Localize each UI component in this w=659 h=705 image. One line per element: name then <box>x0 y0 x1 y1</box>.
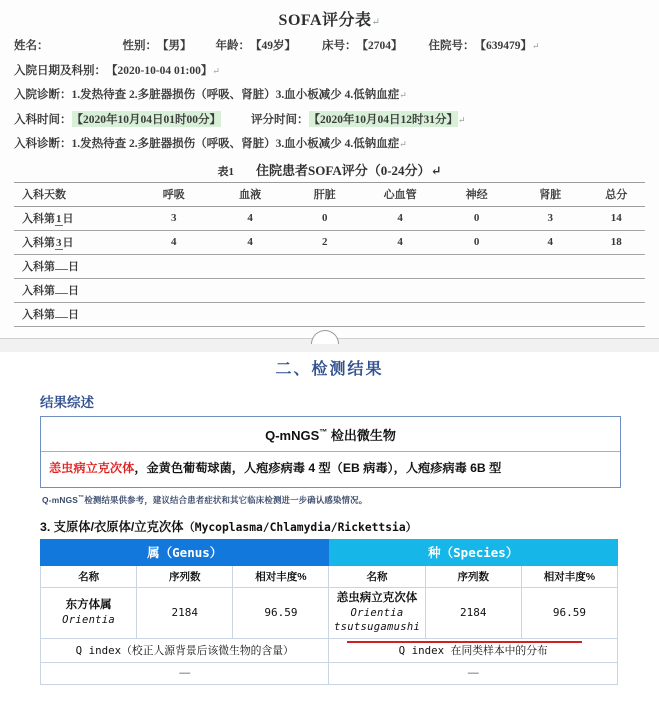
cell-kidney <box>513 302 588 326</box>
cell-respiration: 3 <box>136 206 211 230</box>
admission-diagnosis-label: 入院诊断： <box>14 89 72 101</box>
table-row <box>14 206 645 230</box>
q-index-left-value: — <box>41 662 329 684</box>
admission-date-value: 【2020-10-04 01:00】 <box>106 64 213 77</box>
genus-name-latin: Orientia <box>62 614 116 627</box>
pilcrow-mark: ↵ <box>371 17 381 28</box>
section-heading-overview: 结果综述 <box>40 395 94 410</box>
column-header-liver: 肝脏 <box>289 182 360 206</box>
result-box-header <box>41 417 620 452</box>
result-summary-box <box>40 416 621 488</box>
column-header-kidney: 肾脏 <box>513 182 588 206</box>
cell-cardiovascular <box>360 278 440 302</box>
section3-title-latin: （Mycoplasma/Chlamydia/Rickettsia） <box>183 520 417 534</box>
cell-liver: 0 <box>289 206 360 230</box>
gender-label: 性别： <box>122 40 157 52</box>
microorganism-table <box>40 539 618 685</box>
section3-title-cn: 3. 支原体/衣原体/立克次体 <box>40 519 184 534</box>
species-name-latin-genus: Orientia <box>350 607 404 620</box>
cell-neuro: 0 <box>440 230 513 254</box>
cell-blood <box>211 254 289 278</box>
sub-header-row <box>41 565 618 587</box>
test-result-page <box>0 352 659 705</box>
cell-total <box>587 254 645 278</box>
cell-blood <box>211 278 289 302</box>
species-group-header: 种（Species） <box>329 539 618 565</box>
sofa-score-page <box>0 0 659 345</box>
in-dept-time-value: 【2020年10月04日01时00分】 <box>72 111 222 127</box>
species-reads-value: 2184 <box>425 587 521 638</box>
cell-cardiovascular: 4 <box>360 230 440 254</box>
sofa-title-text: SOFA评分表 <box>278 12 372 29</box>
dept-diagnosis-row <box>14 135 645 151</box>
name-label: 姓名： <box>14 40 49 52</box>
day-prefix: 入科第 <box>22 261 55 273</box>
sofa-score-table <box>14 182 645 327</box>
sofa-table-caption <box>0 160 659 179</box>
admission-no-value: 【639479】 <box>474 40 532 52</box>
patient-meta-block <box>0 30 659 151</box>
cell-kidney <box>513 278 588 302</box>
dept-diagnosis-label: 入科诊断： <box>14 138 72 150</box>
page-title: 二、检测结果 <box>275 361 384 378</box>
bed-label: 床号： <box>322 40 357 52</box>
genus-name-header: 名称 <box>41 565 137 587</box>
day-prefix: 入科第 <box>22 285 55 297</box>
day-number <box>55 269 68 270</box>
table-caption-text: 住院患者SOFA评分（0-24分） <box>256 162 431 178</box>
admission-date-label: 入院日期及科别： <box>14 64 106 77</box>
column-header-respiration: 呼吸 <box>136 182 211 206</box>
day-suffix: 日 <box>68 261 79 273</box>
age-value: 【49岁】 <box>250 40 296 52</box>
pilcrow-mark: ↵ <box>532 41 540 51</box>
qmngs-label: Q-mNGS <box>265 428 320 443</box>
score-time-value: 【2020年10月04日12时31分】 <box>309 111 459 127</box>
cell-blood <box>211 302 289 326</box>
species-abundance-header: 相对丰度% <box>521 565 617 587</box>
cell-liver <box>289 254 360 278</box>
cell-kidney <box>513 254 588 278</box>
admission-diagnosis-row <box>14 86 645 102</box>
cell-kidney: 4 <box>513 230 588 254</box>
day-prefix: 入科第 <box>22 213 55 225</box>
table-row <box>14 230 645 254</box>
disclaimer-footnote <box>42 494 659 506</box>
cell-respiration: 4 <box>136 230 211 254</box>
cell-neuro <box>440 302 513 326</box>
gender-value: 【男】 <box>157 40 192 52</box>
genus-name-cell <box>41 587 137 638</box>
cell-cardiovascular: 4 <box>360 206 440 230</box>
admission-no-label: 住院号： <box>428 40 475 52</box>
cell-neuro: 0 <box>440 206 513 230</box>
day-prefix: 入科第 <box>22 237 55 249</box>
genus-abundance-header: 相对丰度% <box>233 565 329 587</box>
cell-total: 14 <box>587 206 645 230</box>
genus-reads-value: 2184 <box>137 587 233 638</box>
day-suffix: 日 <box>68 309 79 321</box>
column-header-total: 总分 <box>587 182 645 206</box>
cell-liver: 2 <box>289 230 360 254</box>
genus-abundance-value: 96.59 <box>233 587 329 638</box>
q-index-right-label: Q index 在同类样本中的分布 <box>329 638 618 662</box>
row-day-label <box>14 206 136 230</box>
q-index-left-label: Q index（校正人源背景后该微生物的含量） <box>41 638 329 662</box>
detected-organisms-text <box>41 452 620 487</box>
table-header-row <box>14 182 645 206</box>
time-row <box>14 111 645 127</box>
pilcrow-mark: ↵ <box>212 65 220 76</box>
detected-microbes-label: 检出微生物 <box>327 428 396 443</box>
cell-neuro <box>440 254 513 278</box>
cell-respiration <box>136 302 211 326</box>
row-day-label <box>14 278 136 302</box>
patient-identity-row <box>14 37 645 53</box>
row-day-label <box>14 230 136 254</box>
cell-cardiovascular <box>360 302 440 326</box>
section-heading-3 <box>40 517 659 535</box>
admission-diagnosis-value: 1.发热待查 2.多脏器损伤（呼吸、肾脏）3.血小板减少 4.低钠血症 <box>71 89 400 101</box>
species-name-cell <box>329 587 425 638</box>
table-number: 表1 <box>217 165 235 178</box>
table-row <box>14 278 645 302</box>
column-header-neuro: 神经 <box>440 182 513 206</box>
pilcrow-mark: ↵ <box>399 139 407 149</box>
day-suffix: 日 <box>68 285 79 297</box>
cell-cardiovascular <box>360 254 440 278</box>
table-row <box>14 302 645 326</box>
cell-respiration <box>136 278 211 302</box>
cell-neuro <box>440 278 513 302</box>
q-index-right-value: — <box>329 662 618 684</box>
genus-group-header: 属（Genus） <box>41 539 329 565</box>
red-annotation-underline <box>347 641 582 643</box>
species-name-header: 名称 <box>329 565 425 587</box>
in-dept-time-label: 入科时间： <box>14 113 72 126</box>
primary-pathogen: 恙虫病立克次体 <box>49 461 135 475</box>
day-number <box>55 293 68 294</box>
day-number: 1 <box>56 213 62 225</box>
cell-blood: 4 <box>211 206 289 230</box>
group-header-row <box>41 539 618 565</box>
pilcrow-mark: ↵ <box>458 114 466 125</box>
score-time-label: 评分时间： <box>251 113 309 126</box>
column-header-blood: 血液 <box>211 182 289 206</box>
column-header-cardiovascular: 心血管 <box>360 182 440 206</box>
row-day-label <box>14 302 136 326</box>
day-prefix: 入科第 <box>22 309 55 321</box>
dept-diagnosis-value: 1.发热待查 2.多脏器损伤（呼吸、肾脏）3.血小板减少 4.低钠血症 <box>71 138 400 150</box>
pilcrow-mark: ↵ <box>399 90 407 100</box>
species-name-latin-epithet: tsutsugamushi <box>334 621 421 634</box>
trademark-icon: ™ <box>78 494 85 501</box>
pilcrow-mark: ↵ <box>430 162 442 178</box>
day-number <box>55 317 68 318</box>
q-index-value-row <box>41 662 618 684</box>
cell-liver <box>289 278 360 302</box>
bed-value: 【2704】 <box>356 40 403 52</box>
cell-total: 18 <box>587 230 645 254</box>
other-pathogens: ，金黄色葡萄球菌，人疱疹病毒 4 型（EB 病毒），人疱疹病毒 6B 型 <box>134 461 502 475</box>
footnote-qmngs: Q-mNGS <box>42 494 79 505</box>
species-name-cn: 恙虫病立克次体 <box>336 591 418 604</box>
table-row <box>14 254 645 278</box>
row-day-label <box>14 254 136 278</box>
column-header-days: 入科天数 <box>14 182 136 206</box>
genus-name-cn: 东方体属 <box>65 598 112 611</box>
genus-reads-header: 序列数 <box>137 565 233 587</box>
cell-respiration <box>136 254 211 278</box>
day-number: 3 <box>56 237 62 249</box>
footnote-text: 检测结果供参考，建议结合患者症状和其它临床检测进一步确认感染情况。 <box>84 494 368 505</box>
sofa-page-title <box>0 0 659 30</box>
cell-liver <box>289 302 360 326</box>
cell-total <box>587 302 645 326</box>
day-suffix: 日 <box>62 213 74 225</box>
species-reads-header: 序列数 <box>425 565 521 587</box>
trademark-icon: ™ <box>319 427 328 437</box>
species-abundance-value: 96.59 <box>521 587 617 638</box>
cell-total <box>587 278 645 302</box>
day-suffix: 日 <box>62 237 74 249</box>
cell-blood: 4 <box>211 230 289 254</box>
age-label: 年龄： <box>215 40 250 52</box>
admission-date-row <box>14 62 645 78</box>
table-row <box>41 587 618 638</box>
cell-kidney: 3 <box>513 206 588 230</box>
